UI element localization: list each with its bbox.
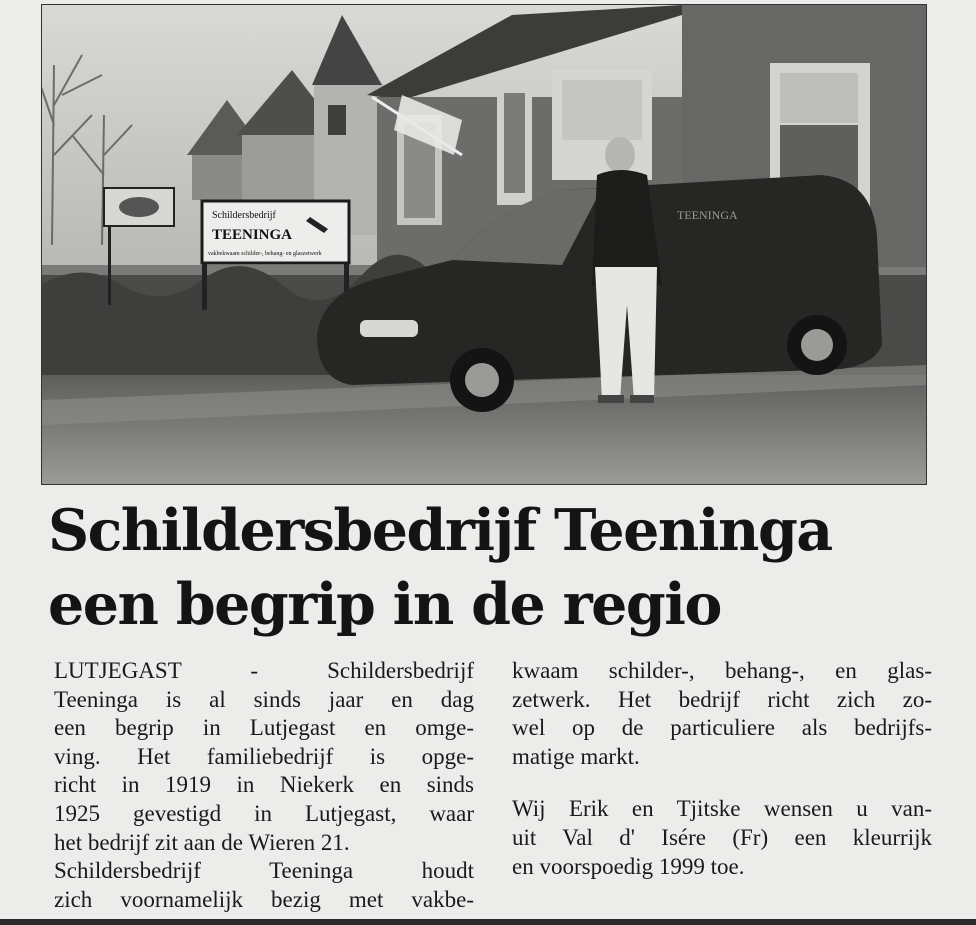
text-line: LUTJEGAST - Schildersbedrijf <box>54 658 474 683</box>
paragraph-gap <box>512 771 932 795</box>
article-photo <box>41 4 927 485</box>
text-line: wel op de particuliere als bedrijfs- <box>512 715 932 741</box>
sign-line2: TEENINGA <box>212 227 293 243</box>
text-line: zetwerk. Het bedrijf richt zich zo- <box>512 686 932 712</box>
text-line: Wij Erik en Tjitske wensen u van- <box>512 796 932 822</box>
text-line: matige markt. <box>512 743 640 769</box>
text-line: een begrip in Lutjegast en omge- <box>54 715 474 741</box>
photo-scene <box>42 5 926 484</box>
article-column-right <box>512 657 932 881</box>
text-line: richt in 1919 in Niekerk en sinds <box>54 772 474 798</box>
text-line: kwaam schilder-, behang-, en glas- <box>512 658 932 683</box>
van-lettering: TEENINGA <box>677 208 738 222</box>
sign-line3: vakbekwaam schilder-, behang- en glaszetwerk <box>208 251 322 257</box>
article-column-left <box>54 657 474 914</box>
text-line: ving. Het familiebedrijf is opge- <box>54 743 474 769</box>
text-line: Schildersbedrijf Teeninga houdt <box>54 858 474 884</box>
text-line: Teeninga is al sinds jaar en dag <box>54 686 474 712</box>
headline-line: een begrip in de regio <box>48 571 721 638</box>
text-line: en voorspoedig 1999 toe. <box>512 853 745 879</box>
sign-line1: Schildersbedrijf <box>212 210 276 221</box>
text-line: 1925 gevestigd in Lutjegast, waar <box>54 800 474 826</box>
headline <box>48 494 938 642</box>
text-line: zich voornamelijk bezig met vakbe- <box>54 886 474 912</box>
text-line: uit Val d' Isére (Fr) een kleurrijk <box>512 824 932 850</box>
text-line: het bedrijf zit aan de Wieren 21. <box>54 829 350 855</box>
headline-line: Schildersbedrijf Teeninga <box>48 497 832 564</box>
